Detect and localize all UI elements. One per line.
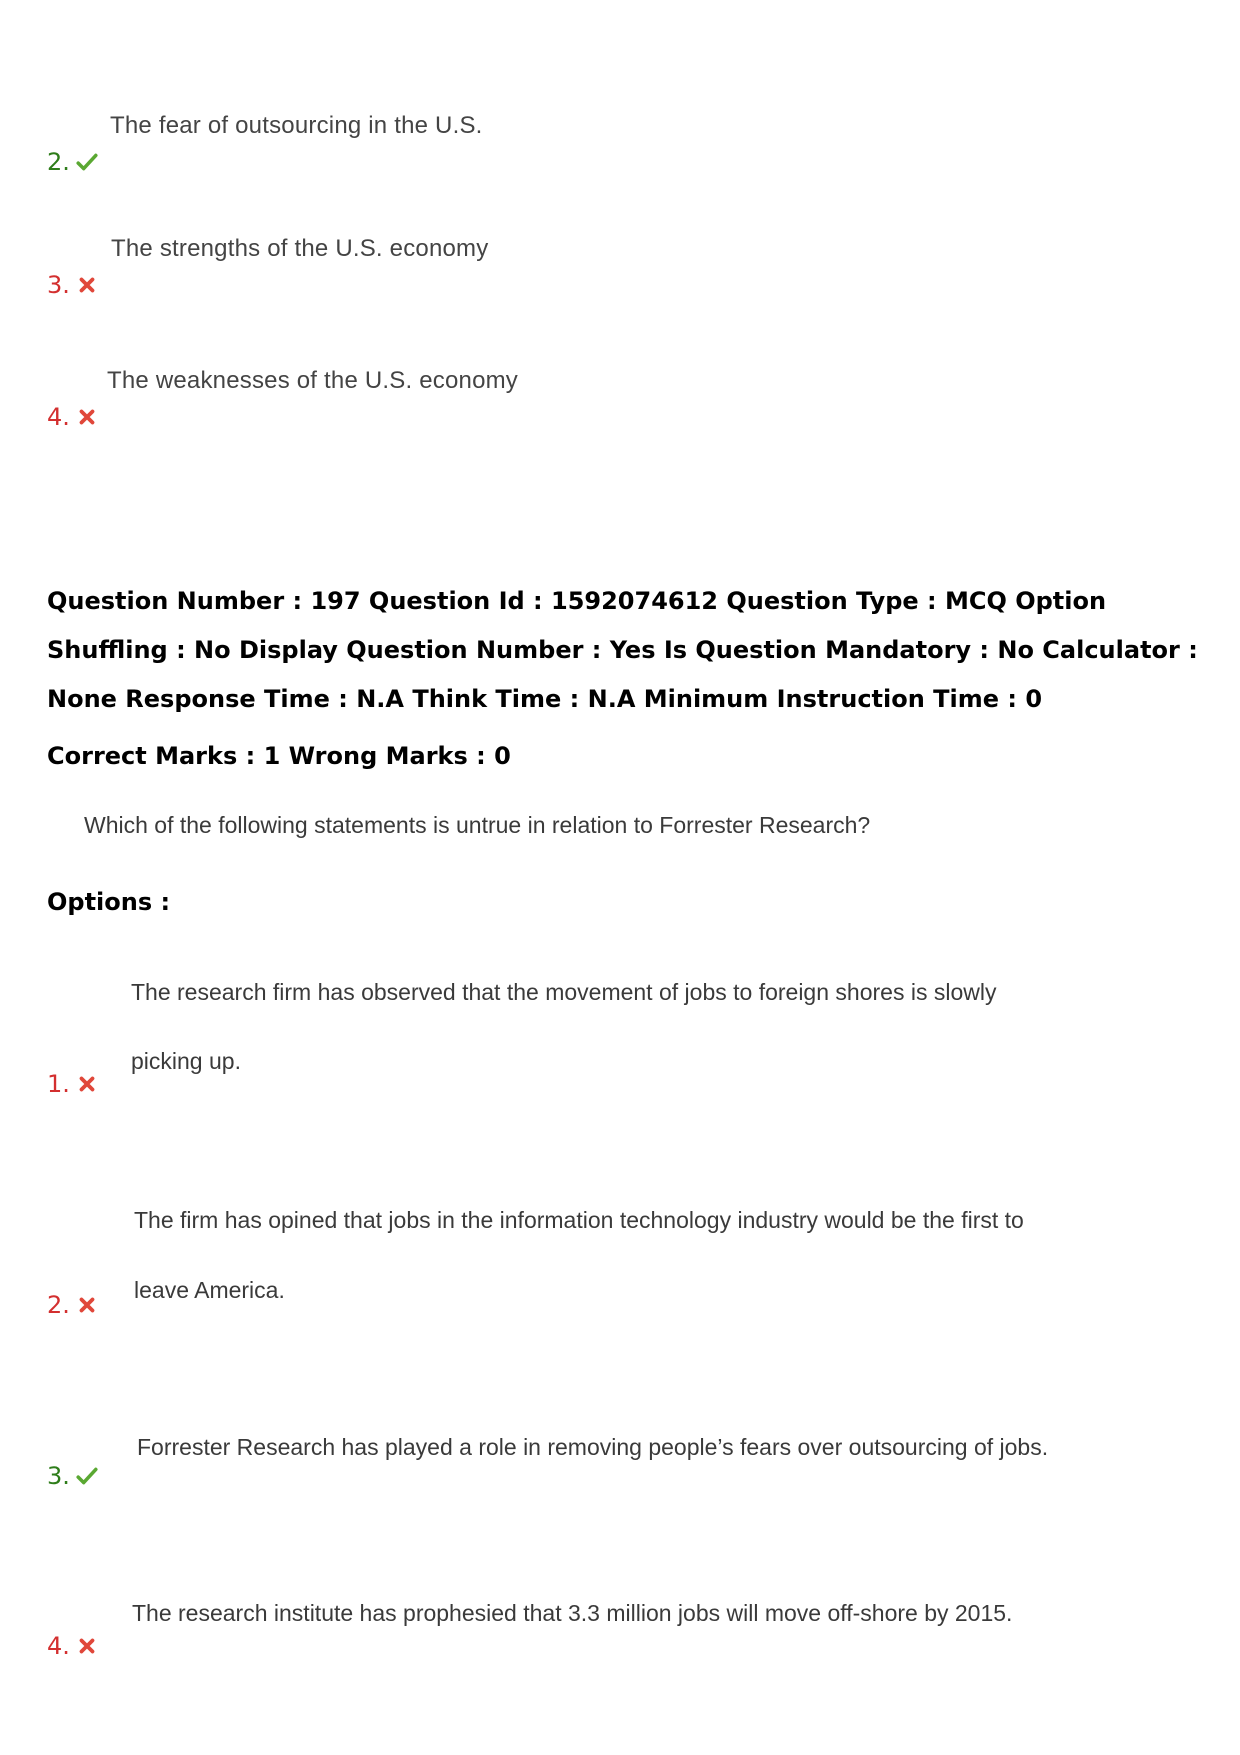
cross-icon [76, 1073, 98, 1095]
option-text-line-2: leave America. [134, 1277, 285, 1303]
options-label: Options : [47, 888, 171, 916]
option-text-line-1: The firm has opined that jobs in the information technology industry would be the first to [134, 1207, 1024, 1233]
cross-icon [76, 1635, 98, 1657]
option-number: 4. [47, 1632, 98, 1660]
option-text-line-1: The research firm has observed that the movement of jobs to foreign shores is slowly [131, 979, 997, 1005]
check-icon [76, 1465, 98, 1487]
option-number: 3. [47, 271, 98, 299]
question-metadata: Question Number : 197 Question Id : 1592074612 Question Type : MCQ Option Shuffling : No Display Question Number : Yes Is Question Mandatory : No Calculator : None Response Time : N.A Think Time : N.A Minimum Instruction Time : 0 [47, 587, 1198, 713]
option-number: 2. [47, 1291, 98, 1319]
option-number: 2. [47, 148, 98, 176]
cross-icon [76, 1294, 98, 1316]
cross-icon [76, 406, 98, 428]
option-text: The weaknesses of the U.S. economy [107, 367, 519, 394]
option-text: The fear of outsourcing in the U.S. [110, 112, 483, 139]
option-text-line-1: Forrester Research has played a role in removing people’s fears over outsourcing of jobs. [137, 1434, 1049, 1460]
option-text: The strengths of the U.S. economy [111, 235, 489, 262]
option-number: 1. [47, 1070, 98, 1098]
option-number: 4. [47, 403, 98, 431]
marks-line: Correct Marks : 1 Wrong Marks : 0 [47, 742, 511, 770]
question-text: Which of the following statements is untrue in relation to Forrester Research? [84, 812, 871, 838]
cross-icon [76, 274, 98, 296]
check-icon [76, 151, 98, 173]
option-text-line-2: picking up. [131, 1048, 241, 1074]
option-number: 3. [47, 1462, 98, 1490]
option-text-line-1: The research institute has prophesied that 3.3 million jobs will move off-shore by 2015. [132, 1600, 1013, 1626]
